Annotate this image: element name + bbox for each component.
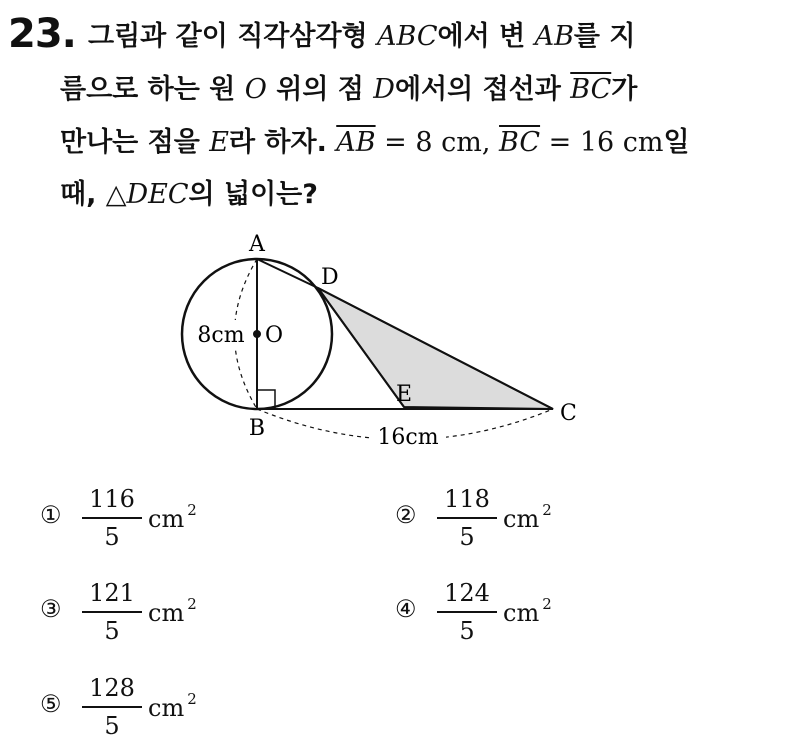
choice-unit	[148, 690, 197, 722]
choice-marker: ②	[395, 501, 417, 529]
choice-marker: ①	[40, 501, 62, 529]
label-bc-length: 16cm	[377, 425, 439, 450]
choice-fraction	[437, 578, 497, 646]
fraction-numerator: 124	[444, 579, 490, 607]
question-text: 름으로 하는 원	[60, 74, 245, 105]
choice-unit	[503, 501, 552, 533]
fraction-bar	[82, 706, 142, 708]
fraction-bar	[82, 517, 142, 519]
label-e: E	[395, 382, 413, 407]
choice-fraction	[82, 673, 142, 741]
choice-unit	[148, 501, 197, 533]
fraction-numerator: 118	[444, 485, 490, 513]
unit-text: cm	[503, 599, 540, 627]
fraction-bar	[437, 611, 497, 613]
question-number: 23.	[8, 11, 76, 57]
center-point-o	[253, 330, 261, 338]
math-side-ab: AB	[534, 21, 574, 52]
fraction-numerator: 128	[89, 674, 135, 702]
math-triangle-dec: DEC	[126, 179, 189, 210]
unit-exponent: 2	[187, 690, 197, 708]
math-value-ab: = 8 cm,	[375, 127, 500, 158]
question-text: 를 지	[573, 21, 636, 52]
label-d: D	[321, 265, 339, 290]
question-text: 가	[611, 74, 638, 105]
unit-exponent: 2	[542, 501, 552, 519]
question-text: 에서 변	[437, 21, 535, 52]
choice-marker: ③	[40, 595, 62, 623]
math-point-d: D	[373, 74, 395, 105]
choice-fraction	[82, 578, 142, 646]
unit-text: cm	[148, 505, 185, 533]
choice-unit	[503, 595, 552, 627]
segment-ad	[257, 259, 318, 288]
fraction-bar	[82, 611, 142, 613]
choice-unit	[148, 595, 197, 627]
choice-fraction	[82, 484, 142, 552]
question-text: 라 하자.	[228, 127, 337, 158]
question-text: 의 넓이는?	[188, 179, 318, 210]
unit-exponent: 2	[187, 501, 197, 519]
math-segment-bc: $\overline{BC}$	[570, 74, 612, 105]
label-ab-length: 8cm	[197, 323, 245, 348]
math-value-bc: = 16 cm	[540, 127, 664, 158]
fraction-denominator: 5	[104, 617, 120, 645]
label-c: C	[560, 401, 577, 426]
choice-fraction	[437, 484, 497, 552]
unit-text: cm	[503, 505, 540, 533]
label-a: A	[249, 232, 265, 257]
math-segment-ab: $\overline{AB}$	[336, 127, 376, 158]
fraction-denominator: 5	[459, 523, 475, 551]
choice-marker: ④	[395, 595, 417, 623]
unit-exponent: 2	[542, 595, 552, 613]
question-text: 에서의 접선과	[394, 74, 571, 105]
question-text: 그림과 같이 직각삼각형	[88, 21, 378, 52]
fraction-denominator: 5	[104, 712, 120, 740]
unit-exponent: 2	[187, 595, 197, 613]
question-text: 일	[663, 127, 690, 158]
unit-text: cm	[148, 694, 185, 722]
fraction-numerator: 121	[89, 579, 135, 607]
question-text: 위의 점	[266, 74, 374, 105]
label-o: O	[265, 323, 284, 348]
label-b: B	[248, 416, 266, 441]
math-circle-o: O	[244, 74, 267, 105]
question-text: 때, △	[60, 179, 127, 210]
fraction-bar	[437, 517, 497, 519]
math-segment-bc: $\overline{BC}$	[499, 127, 541, 158]
fraction-numerator: 116	[89, 485, 135, 513]
unit-text: cm	[148, 599, 185, 627]
question-text: 만나는 점을	[60, 127, 210, 158]
math-point-e: E	[209, 127, 229, 158]
fraction-denominator: 5	[459, 617, 475, 645]
choice-marker: ⑤	[40, 690, 62, 718]
math-triangle-abc: ABC	[377, 21, 438, 52]
fraction-denominator: 5	[104, 523, 120, 551]
